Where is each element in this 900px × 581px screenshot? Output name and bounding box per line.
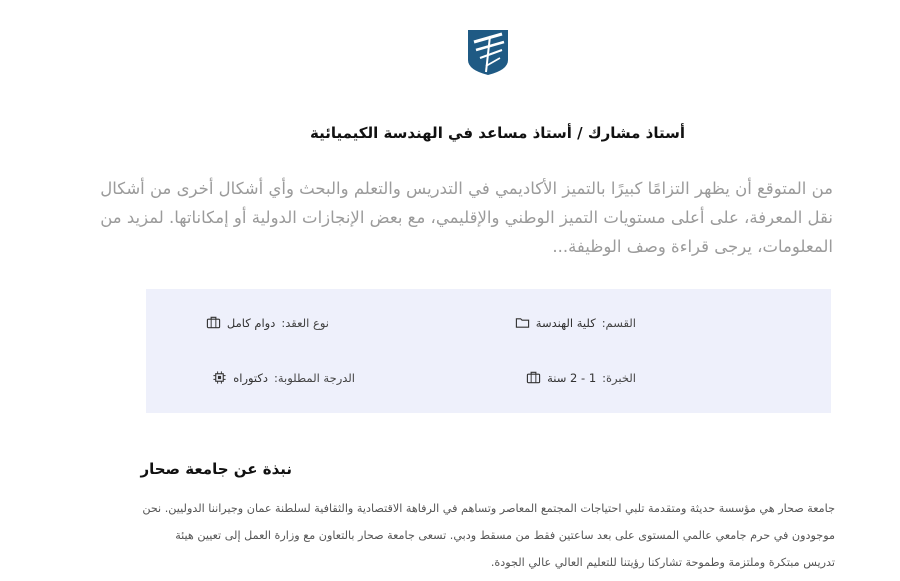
detail-experience (526, 370, 636, 385)
job-summary: من المتوقع أن يظهر التزامًا كبيرًا بالتميز الأكاديمي في التدريس والتعلم والبحث وأي أشكال أخرى من أشكال نقل المعرفة، على أعلى مستويات التميز الوطني والإقليمي، مع بعض الإنجازات الدولية أو إمكاناتها. لمزيد من المعلومات، يرجى قراءة وصف الوظيفة... (100, 179, 833, 256)
detail-degree (212, 370, 355, 385)
briefcase-icon (206, 315, 221, 330)
chip-icon (212, 370, 227, 385)
detail-department-label: القسم: (601, 315, 636, 330)
sohar-university-logo (464, 28, 512, 76)
detail-contract-label: نوع العقد: (281, 315, 329, 330)
detail-department-value: كلية الهندسة (535, 315, 596, 330)
detail-contract-type (206, 315, 329, 330)
briefcase-icon (526, 370, 541, 385)
detail-experience-label: الخبرة: (602, 370, 636, 385)
detail-degree-value: دكتوراه (233, 370, 268, 385)
detail-experience-value: 1 - 2 سنة (547, 370, 597, 385)
job-details-box (146, 289, 831, 413)
about-title: نبذة عن جامعة صحار (140, 460, 292, 478)
job-title: أستاذ مشارك / أستاذ مساعد في الهندسة الكيميائية (310, 124, 685, 142)
folder-icon (515, 315, 530, 330)
detail-degree-label: الدرجة المطلوبة: (274, 370, 355, 385)
detail-contract-value: دوام كامل (226, 315, 276, 330)
about-text: جامعة صحار هي مؤسسة حديثة ومتقدمة تلبي احتياجات المجتمع المعاصر وتساهم في الرفاهة الاقتصادية والثقافية لسلطنة عمان وجيراننا الدوليين. نحن موجودون في حرم جامعي عالمي المستوى على بعد ساعتين فقط من مسقط ودبي. تسعى جامعة صحار بالتعاون مع وزارة العمل إلى تعيين هيئة تدريس مبتكرة وملتزمة وطموحة تشاركنا رؤيتنا للتعليم العالي عالي الجودة. (142, 502, 835, 569)
detail-department (515, 315, 636, 330)
